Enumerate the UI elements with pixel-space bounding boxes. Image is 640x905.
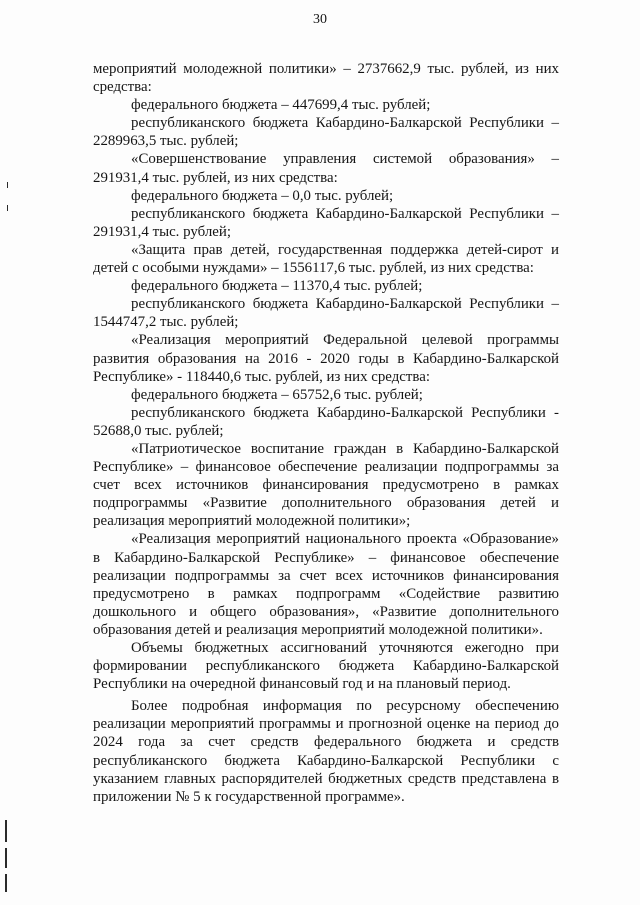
paragraph-14: «Реализация мероприятий национального проекта «Образование» в Кабардино-Балкарской Республике» – финансовое обеспечение реализации подпрограммы за счет всех источников финансирования предусмотрено в рамках подпрограмм «Содействие развитию дошкольного и общего образования», «Развитие дополнительного образования детей и реализация мероприятий молодежной политики». bbox=[93, 531, 559, 638]
scan-mark-left-4 bbox=[7, 182, 8, 188]
body-text bbox=[93, 60, 559, 806]
scan-mark-left-1 bbox=[5, 820, 7, 842]
paragraph-16: Более подробная информация по ресурсному обеспечению реализации мероприятий программы и прогнозной оценке на период до 2024 года за счет средств федерального бюджета и средств республиканского бюджета Кабардино-Балкарской Республики с указанием главных распорядителей бюджетных средств представлена в приложении № 5 к государственной программе». bbox=[93, 698, 559, 805]
page-number: 30 bbox=[313, 12, 327, 27]
paragraph-9: республиканского бюджета Кабардино-Балкарской Республики – 1544747,2 тыс. рублей; bbox=[93, 296, 559, 331]
paragraph-8: федерального бюджета – 11370,4 тыс. рублей; bbox=[131, 278, 423, 295]
paragraph-1: мероприятий молодежной политики» – 2737662,9 тыс. рублей, из них средства: bbox=[93, 61, 559, 96]
paragraph-5: федерального бюджета – 0,0 тыс. рублей; bbox=[131, 187, 394, 204]
paragraph-4: «Совершенствование управления системой образования» – 291931,4 тыс. рублей, из них средства: bbox=[93, 151, 559, 186]
paragraph-11: федерального бюджета – 65752,6 тыс. рублей; bbox=[131, 386, 423, 403]
paragraph-15: Объемы бюджетных ассигнований уточняются ежегодно при формировании республиканского бюджета Кабардино-Балкарской Республики на очередной финансовый год и на плановый период. bbox=[93, 640, 559, 693]
paragraph-13: «Патриотическое воспитание граждан в Кабардино-Балкарской Республике» – финансовое обеспечение реализации подпрограммы за счет всех источников финансирования предусмотрено в рамках подпрограммы «Развитие дополнительного образования детей и реализация мероприятий молодежной политики»; bbox=[93, 440, 559, 530]
paragraph-3: республиканского бюджета Кабардино-Балкарской Республики – 2289963,5 тыс. рублей; bbox=[93, 115, 559, 150]
paragraph-7: «Защита прав детей, государственная поддержка детей-сирот и детей с особыми нуждами» – 1556117,6 тыс. рублей, из них средства: bbox=[93, 241, 559, 277]
scan-mark-left-3 bbox=[5, 874, 7, 892]
paragraph-10: «Реализация мероприятий Федеральной целевой программы развития образования на 2016 - 2020 годы в Кабардино-Балкарской Республике» - 118440,6 тыс. рублей, из них средства: bbox=[93, 332, 559, 385]
paragraph-6: республиканского бюджета Кабардино-Балкарской Республики – 291931,4 тыс. рублей; bbox=[93, 205, 559, 240]
scan-mark-left-2 bbox=[5, 848, 7, 868]
scan-mark-left-5 bbox=[7, 205, 8, 211]
paragraph-12: республиканского бюджета Кабардино-Балкарской Республики - 52688,0 тыс. рублей; bbox=[93, 404, 559, 439]
paragraph-2: федерального бюджета – 447699,4 тыс. рублей; bbox=[131, 97, 431, 114]
